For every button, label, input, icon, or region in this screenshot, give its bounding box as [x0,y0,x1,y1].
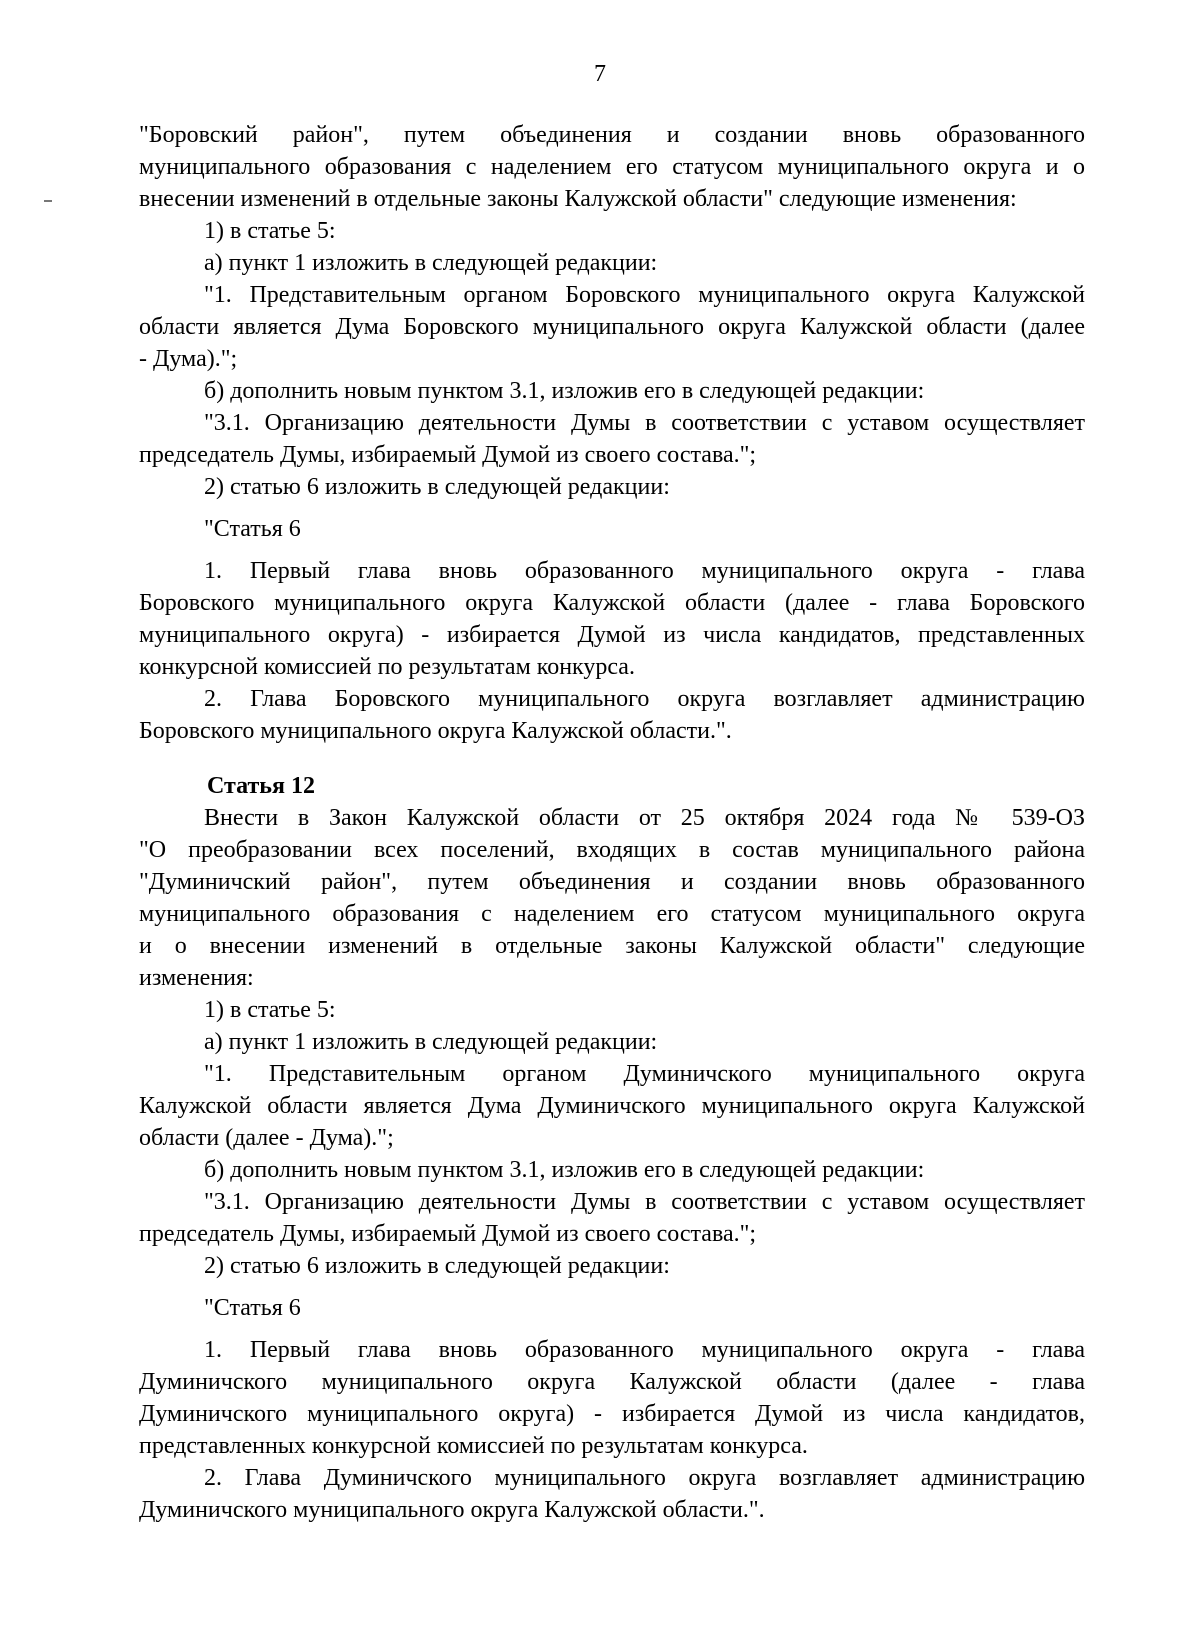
list-item: 1) в статье 5: [204,997,336,1023]
clause-line: конкурсной комиссией по результатам конкурса. [139,654,635,680]
quote-line: - Дума)."; [139,346,238,372]
text-line: внесении изменений в отдельные законы Калужской области" следующие изменения: [139,186,1017,212]
list-item: 1) в статье 5: [204,218,336,244]
list-item: б) дополнить новым пунктом 3.1, изложив его в следующей редакции: [204,1157,925,1183]
text-line: и о внесении изменений в отдельные законы Калужской области" следующие [139,933,1085,959]
quote-line: области является Дума Боровского муниципального округа Калужской области (далее [139,314,1085,340]
clause-line: 1. Первый глава вновь образованного муниципального округа - глава [204,558,1085,584]
quote-line: Калужской области является Дума Думиничского муниципального округа Калужской [139,1093,1085,1119]
list-item: 2) статью 6 изложить в следующей редакции: [204,1253,670,1279]
article-heading: Статья 12 [207,773,315,799]
text-line: Внести в Закон Калужской области от 25 октября 2024 года № 539-ОЗ [204,805,1085,831]
text-line: изменения: [139,965,254,991]
document-body [139,119,1085,1526]
clause-line: 2. Глава Боровского муниципального округа возглавляет администрацию [204,686,1085,712]
clause-line: 2. Глава Думиничского муниципального округа возглавляет администрацию [204,1465,1085,1491]
text-line: "Думиничский район", путем объединения и создании вновь образованного [139,869,1085,895]
clause-line: Боровского муниципального округа Калужской области.". [139,718,732,744]
quote-line: председатель Думы, избираемый Думой из своего состава."; [139,442,757,468]
text-line: муниципального образования с наделением его статусом муниципального округа и о [139,154,1085,180]
page-number: 7 [594,61,606,87]
quote-line: "1. Представительным органом Боровского муниципального округа Калужской [204,282,1085,308]
clause-line: 1. Первый глава вновь образованного муниципального округа - глава [204,1337,1085,1363]
quote-line: "1. Представительным органом Думиничского муниципального округа [204,1061,1085,1087]
clause-line: Думиничского муниципального округа Калужской области (далее - глава [139,1369,1085,1395]
list-item: 2) статью 6 изложить в следующей редакции: [204,474,670,500]
scan-artifact [44,200,52,202]
quote-line: "3.1. Организацию деятельности Думы в соответствии с уставом осуществляет [204,410,1085,436]
list-item: а) пункт 1 изложить в следующей редакции: [204,1029,658,1055]
text-line: "Боровский район", путем объединения и создании вновь образованного [139,122,1085,148]
quote-line: "3.1. Организацию деятельности Думы в соответствии с уставом осуществляет [204,1189,1085,1215]
article-title: "Статья 6 [204,516,301,542]
clause-line: представленных конкурсной комиссией по результатам конкурса. [139,1433,808,1459]
list-item: б) дополнить новым пунктом 3.1, изложив его в следующей редакции: [204,378,925,404]
clause-line: Боровского муниципального округа Калужской области (далее - глава Боровского [139,590,1085,616]
clause-line: муниципального округа) - избирается Думой из числа кандидатов, представленных [139,622,1085,648]
quote-line: председатель Думы, избираемый Думой из своего состава."; [139,1221,757,1247]
quote-line: области (далее - Дума)."; [139,1125,394,1151]
clause-line: Думиничского муниципального округа Калужской области.". [139,1497,765,1523]
clause-line: Думиничского муниципального округа) - избирается Думой из числа кандидатов, [139,1401,1085,1427]
article-title: "Статья 6 [204,1295,301,1321]
text-line: "О преобразовании всех поселений, входящих в состав муниципального района [139,837,1085,863]
list-item: а) пункт 1 изложить в следующей редакции: [204,250,658,276]
text-line: муниципального образования с наделением его статусом муниципального округа [139,901,1085,927]
